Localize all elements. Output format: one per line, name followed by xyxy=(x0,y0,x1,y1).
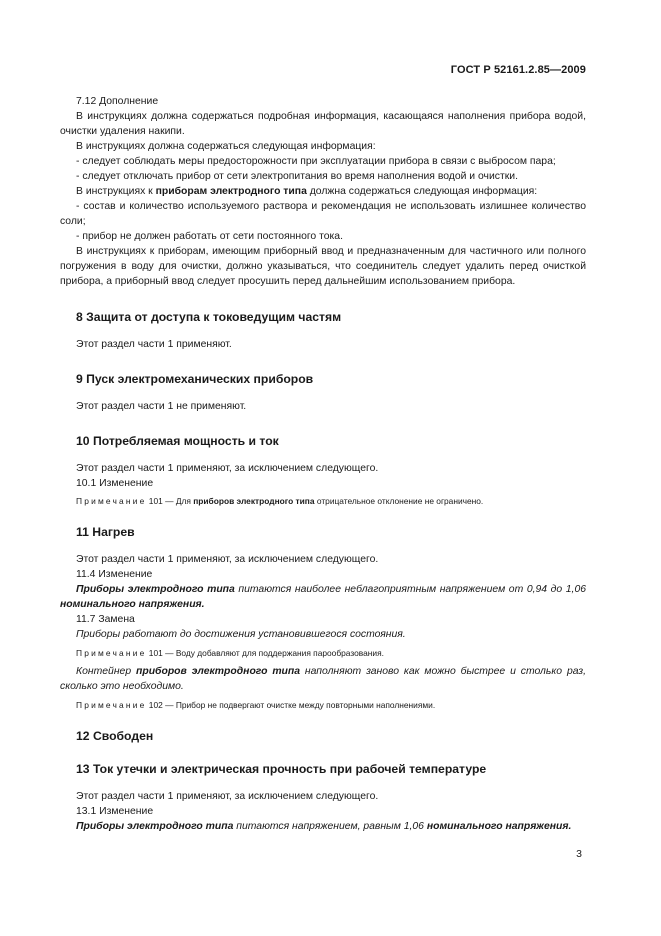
clause-10-1-title: 10.1 Изменение xyxy=(76,478,154,489)
standard-header: ГОСТ Р 52161.2.85—2009 xyxy=(450,64,586,76)
text-run: В инструкциях к xyxy=(76,186,156,197)
text-run: Контейнер xyxy=(76,666,137,677)
note-102 xyxy=(60,699,586,711)
text-run: 101 — Для xyxy=(146,496,194,506)
section-11-title: 11 Нагрев xyxy=(76,525,135,539)
paragraph: Этот раздел части 1 применяют, за исключением следующего. xyxy=(76,791,379,802)
note-101 xyxy=(60,495,586,507)
list-item: - следует отключать прибор от сети электропитания во время наполнения водой и очистки. xyxy=(76,171,518,182)
term-bold: приборов электродного типа xyxy=(136,666,301,677)
paragraph-italic xyxy=(60,582,586,612)
document-body xyxy=(60,94,586,834)
note-label: Примечание xyxy=(76,496,147,506)
paragraph: В инструкциях к приборам, имеющим приборный ввод и предназначенным для частичного или полного погружения в воду для очистки, должно указываться, что соединитель следует удалить перед очисткой прибора, а приборный ввод следует просушить перед дальнейшим использованием прибора. xyxy=(60,246,586,287)
section-9-title: 9 Пуск электромеханических приборов xyxy=(76,372,314,386)
paragraph-italic xyxy=(60,664,586,694)
term-bold: Приборы электродного типа xyxy=(76,584,235,595)
paragraph-italic xyxy=(60,819,586,834)
clause-13-1-title: 13.1 Изменение xyxy=(76,806,154,817)
list-item: - следует соблюдать меры предосторожности при эксплуатации прибора в связи с выбросом пара; xyxy=(76,156,556,167)
text-run: должна содержаться следующая информация: xyxy=(306,186,538,197)
section-10-title: 10 Потребляемая мощность и ток xyxy=(76,434,279,448)
clause-11-7-title: 11.7 Замена xyxy=(76,614,135,625)
term-bold: приборам электродного типа xyxy=(155,186,307,197)
paragraph: В инструкциях должна содержаться следующая информация: xyxy=(76,141,376,152)
clause-7-12-title: 7.12 Дополнение xyxy=(76,96,159,107)
section-12-title: 12 Свободен xyxy=(76,729,154,743)
text-run: 101 — Воду добавляют для поддержания парообразования. xyxy=(146,648,384,658)
section-13-title: 13 Ток утечки и электрическая прочность при рабочей температуре xyxy=(76,762,487,776)
section-8-title: 8 Защита от доступа к токоведущим частям xyxy=(76,310,342,324)
clause-11-4-title: 11.4 Изменение xyxy=(76,569,153,580)
paragraph-italic: Приборы работают до достижения установившегося состояния. xyxy=(76,629,406,640)
note-101 xyxy=(60,647,586,659)
term-bold: приборов электродного типа xyxy=(193,496,315,506)
list-item: - состав и количество используемого раствора и рекомендация не использовать излишнее количество соли; xyxy=(60,201,586,227)
list-item: - прибор не должен работать от сети постоянного тока. xyxy=(76,231,343,242)
paragraph: Этот раздел части 1 не применяют. xyxy=(76,401,247,412)
text-run: питаются наиболее неблагоприятным напряжением от 0,94 до 1,06 xyxy=(234,584,586,595)
paragraph: Этот раздел части 1 применяют, за исключением следующего. xyxy=(76,554,379,565)
paragraph: В инструкциях должна содержаться подробная информация, касающаяся наполнения прибора водой, очистки удаления накипи. xyxy=(60,111,586,137)
page-number: 3 xyxy=(576,848,582,860)
paragraph: Этот раздел части 1 применяют, за исключением следующего. xyxy=(76,463,379,474)
term-bold: Приборы электродного типа xyxy=(76,821,234,832)
text-run: наполняют заново как можно быстрее и столько раз, сколько это необходимо. xyxy=(60,666,586,692)
term-bold: номинального напряжения. xyxy=(426,821,572,832)
note-label: Примечание xyxy=(76,700,147,710)
text-run: 102 — Прибор не подвергают очистке между повторными наполнениями. xyxy=(146,700,436,710)
paragraph: Этот раздел части 1 применяют. xyxy=(76,339,232,350)
note-label: Примечание xyxy=(76,648,147,658)
text-run: питаются напряжением, равным 1,06 xyxy=(233,821,427,832)
text-run: отрицательное отклонение не ограничено. xyxy=(314,496,484,506)
term-bold: номинального напряжения. xyxy=(60,599,205,610)
paragraph xyxy=(60,184,586,199)
